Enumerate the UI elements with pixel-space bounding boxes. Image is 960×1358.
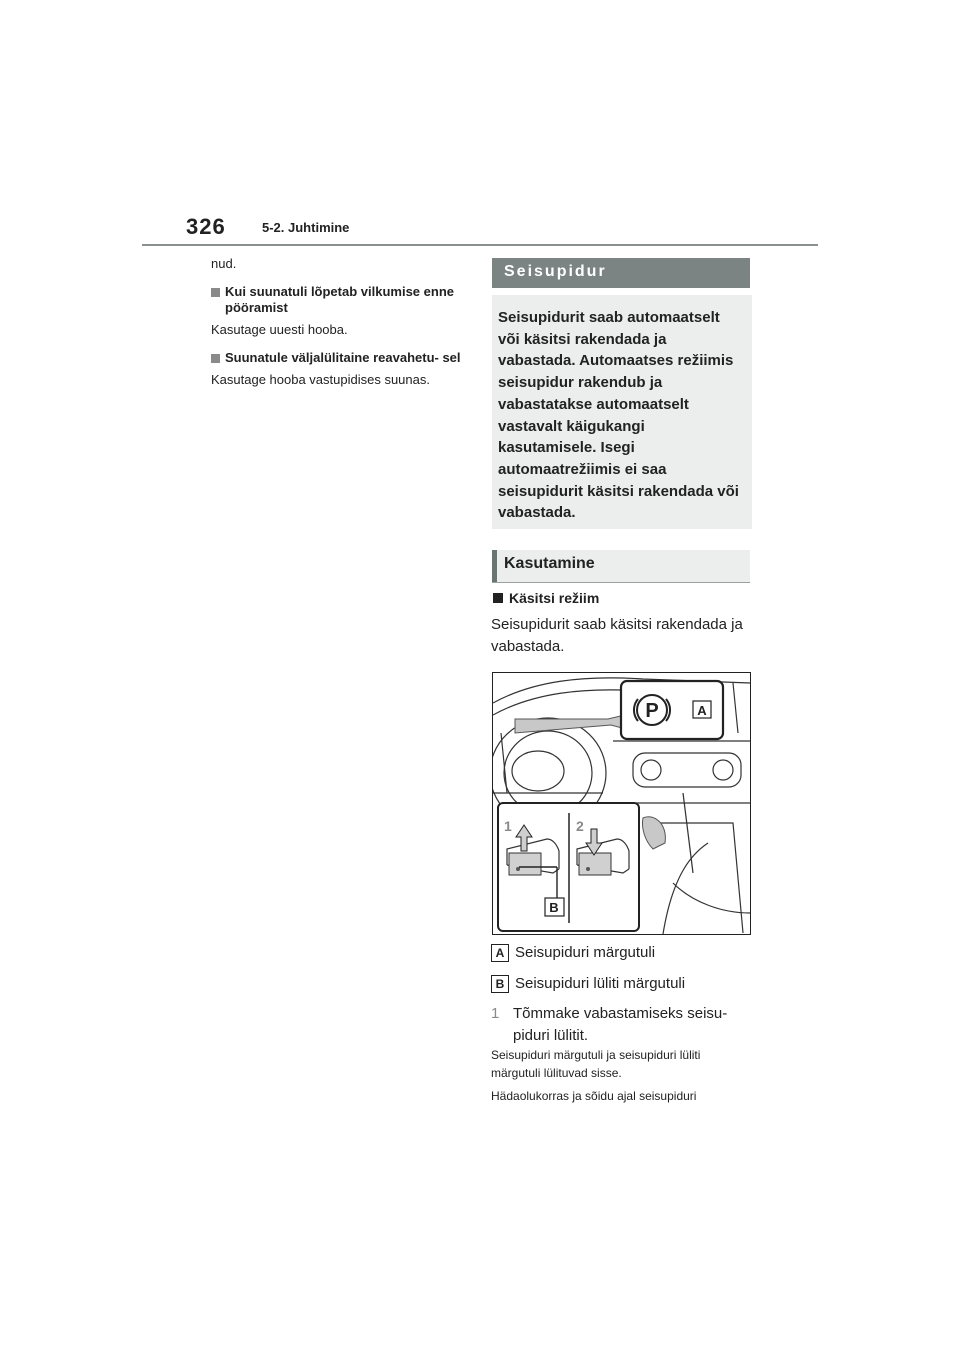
step-number: 1	[491, 1005, 500, 1022]
continuation-text: nud.	[211, 256, 237, 271]
subsection-header	[492, 550, 750, 583]
note-text: Hädaolukorras ja sõidu ajal seisupiduri	[491, 1089, 697, 1103]
subsection-header-title: Kasutamine	[504, 555, 595, 572]
bullet-square-icon	[211, 354, 220, 363]
intro-box	[492, 295, 752, 529]
subsection-text: Kasutage hooba vastupidises suunas.	[211, 372, 430, 387]
page-number: 326	[186, 214, 226, 239]
header-accent-bar	[492, 550, 497, 582]
left-column	[211, 256, 461, 388]
step-item	[491, 1003, 753, 1047]
subsection-heading	[211, 350, 461, 366]
indicator-symbol: P	[645, 700, 659, 722]
callout-1: 1	[504, 818, 512, 834]
manual-mode-heading-text: Käsitsi režiim	[509, 590, 600, 606]
manual-mode-heading	[493, 590, 599, 606]
legend-text: Seisupiduri lüliti märgutuli	[515, 975, 686, 992]
section-title: 5-2. Juhtimine	[262, 220, 350, 235]
manual-mode-text: Seisupidurit saab käsitsi rakendada ja vabastada.	[491, 616, 743, 655]
legend-key: B	[491, 975, 509, 993]
legend-item-a	[491, 942, 655, 964]
legend-text: Seisupiduri märgutuli	[515, 944, 656, 961]
step-text: Tõmmake vabastamiseks seisu- piduri lülitit.	[513, 1005, 728, 1044]
subsection-text: Kasutage uuesti hooba.	[211, 322, 348, 337]
note-text: Seisupiduri märgutuli ja seisupiduri lüliti märgutuli lülituvad sisse.	[491, 1048, 701, 1080]
callout-2: 2	[576, 818, 584, 834]
parking-brake-illustration	[492, 672, 751, 935]
header-rule	[142, 244, 818, 246]
bullet-square-icon	[211, 288, 220, 297]
legend-item-b	[491, 973, 685, 995]
callout-a: A	[697, 703, 707, 718]
banner-title: Seisupidur	[504, 263, 607, 280]
subsection-heading	[211, 284, 461, 316]
legend-key: A	[491, 944, 509, 962]
subsection-heading-text: Suunatule väljalülitaine reavahetu- sel	[225, 350, 461, 365]
section-banner	[492, 258, 750, 288]
callout-b: B	[549, 900, 559, 915]
subsection-heading-text: Kui suunatuli lõpetab vilkumise enne pööramist	[225, 284, 454, 315]
intro-text: Seisupidurit saab automaatselt või käsitsi rakendada ja vabastada. Automaatses režiimis seisupidur rakendub ja vabastatakse automaatselt vastavalt käigukangi kasutamisele. Isegi automaatrežiimis ei saa seisupidurit käsitsi rakendada või vabastada.	[498, 309, 739, 522]
bullet-square-icon	[493, 593, 503, 603]
